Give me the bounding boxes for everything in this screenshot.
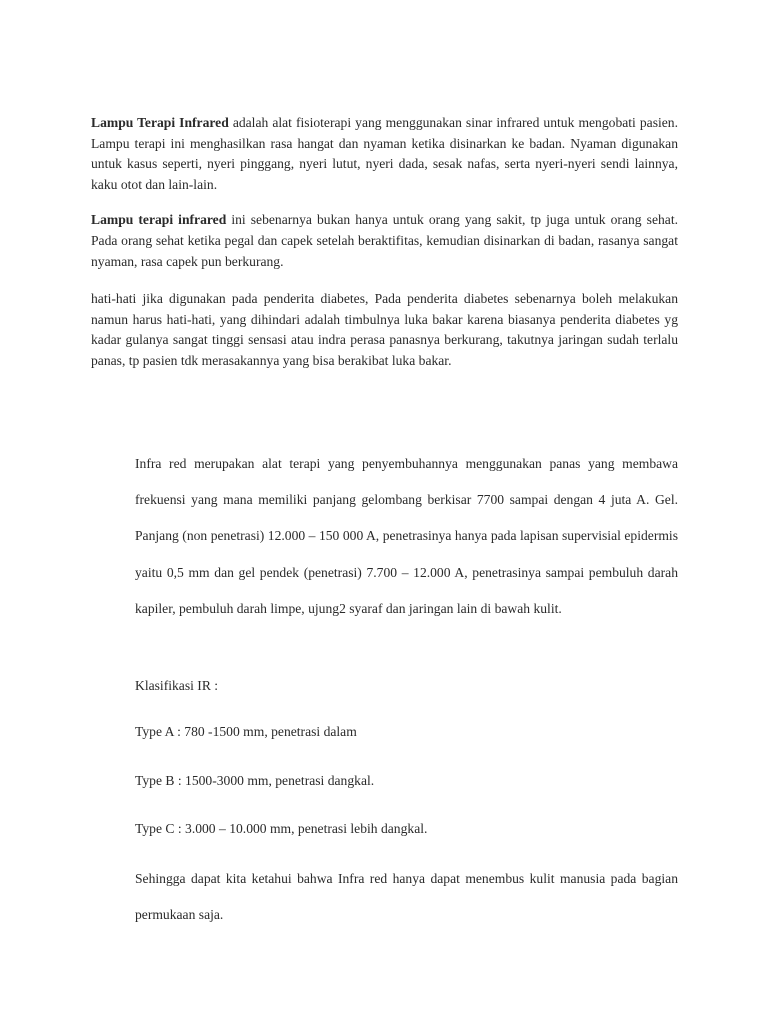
infrared-description-section	[135, 446, 678, 639]
paragraph2-body: ini sebenarnya bukan hanya untuk orang yang sakit, tp juga untuk orang sehat. Pada orang sehat ketika pegal dan capek setelah beraktifitas, kemudian disinarkan di badan, rasanya sangat nyaman, rasa capek pun berkurang.	[91, 212, 678, 269]
classification-type-a: Type A : 780 -1500 mm, penetrasi dalam	[135, 724, 357, 739]
paragraph-diabetes-warning: hati-hati jika digunakan pada penderita diabetes, Pada penderita diabetes sebenarnya boleh melakukan namun harus hati-hati, yang dihindari adalah timbulnya luka bakar karena biasanya penderita diabetes yg kadar gulanya sangat tinggi sensasi atau indra perasa panasnya berkurang, takutnya jaringan sudah terlalu panas, tp pasien tdk merasakannya yang bisa berakibat luka bakar.	[91, 291, 678, 368]
paragraph1-body: adalah alat fisioterapi yang menggunakan sinar infrared untuk mengobati pasien. Lampu terapi ini menghasilkan rasa hangat dan nyaman ketika disinarkan ke badan. Nyaman digunakan untuk kasus seperti, nyeri pinggang, nyeri lutut, nyeri dada, sesak nafas, serta nyeri-nyeri sendi lainnya, kaku otot dan lain-lain.	[91, 115, 678, 192]
paragraph2-lead: Lampu terapi infrared	[91, 212, 227, 228]
classification-type-b: Type B : 1500-3000 mm, penetrasi dangkal.	[135, 773, 375, 788]
paragraph-healthy-use	[91, 210, 678, 272]
conclusion-section	[135, 861, 678, 933]
intro-section	[91, 113, 678, 388]
paragraph-lampu-terapi-infrared	[91, 113, 678, 195]
paragraph1-lead: Lampu Terapi Infrared	[91, 115, 229, 130]
classification-type-c: Type C : 3.000 – 10.000 mm, penetrasi lebih dangkal.	[135, 821, 428, 836]
classification-title: Klasifikasi IR :	[135, 678, 219, 693]
infrared-description: Infra red merupakan alat terapi yang penyembuhannya menggunakan panas yang membawa frekuensi yang mana memiliki panjang gelombang berkisar 7700 sampai dengan 4 juta A. Gel. Panjang (non penetrasi) 12.000 – 150 000 A, penetrasinya hanya pada lapisan supervisial epidermis yaitu 0,5 mm dan gel pendek (penetrasi) 7.700 – 12.000 A, penetrasinya sampai pembuluh darah kapiler, pembuluh darah limpe, ujung2 syaraf dan jaringan lain di bawah kulit.	[135, 456, 678, 616]
conclusion-text: Sehingga dapat kita ketahui bahwa Infra red hanya dapat menembus kulit manusia pada bagian permukaan saja.	[135, 871, 678, 923]
